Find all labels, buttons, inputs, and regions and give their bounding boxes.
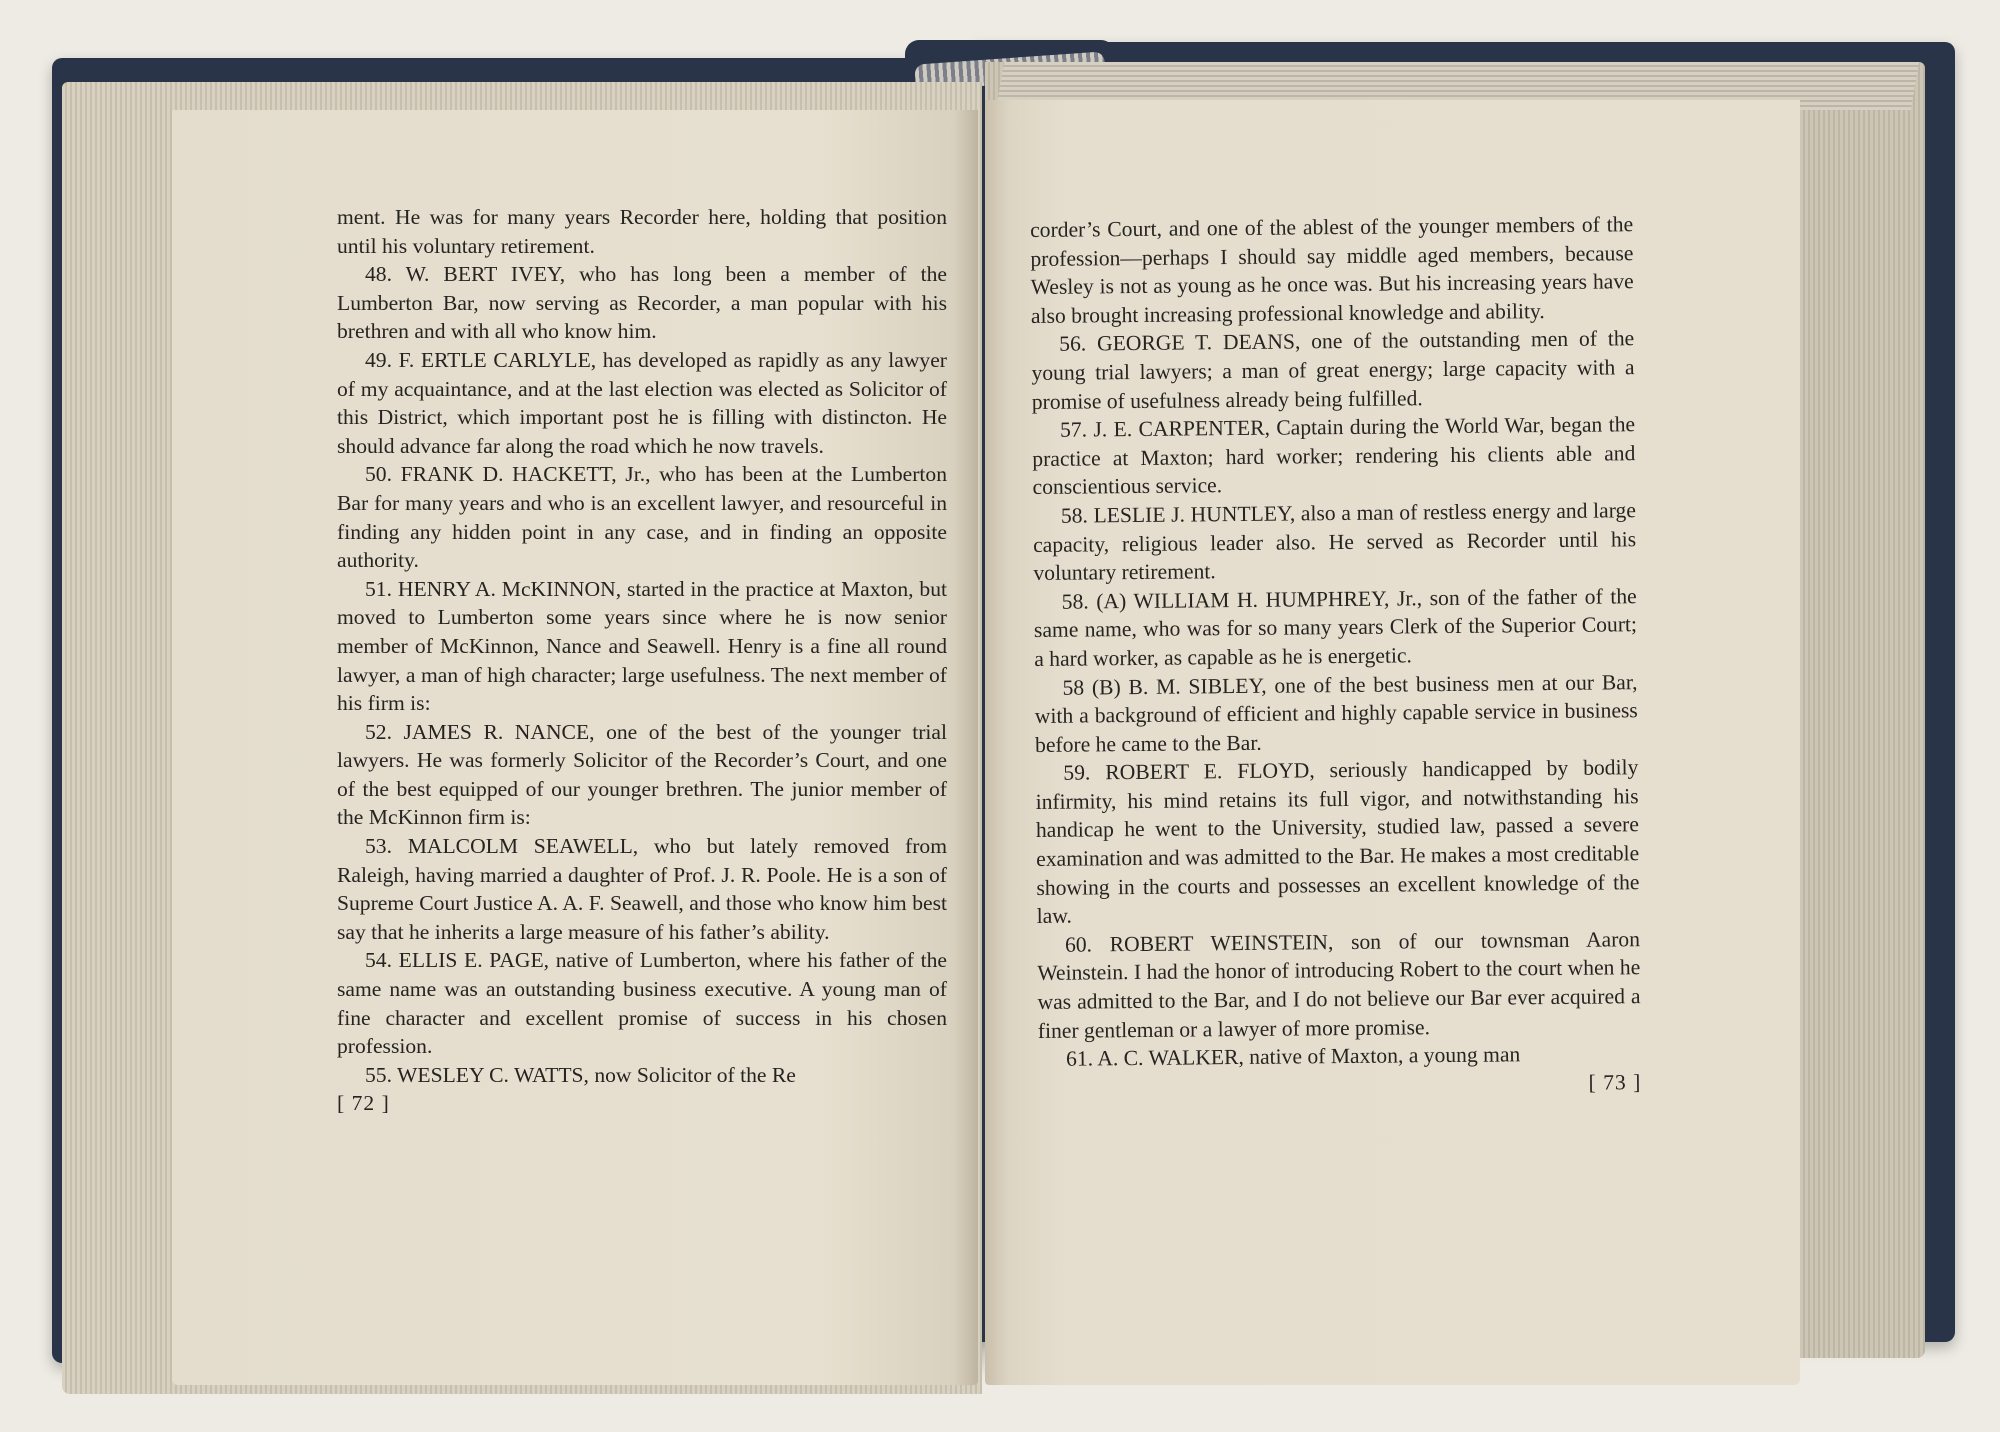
paragraph: 52. JAMES R. NANCE, one of the best of the younger trial lawyers. He was formerly Solicitor of the Recorder’s Court, and one of the best equipped of our younger brethren. The junior member of the McKinnon firm is: <box>337 719 947 830</box>
paragraph: 58. (A) WILLIAM H. HUMPHREY, Jr., son of the father of the same name, who was for so many years Clerk of the Superior Court; a hard worker, as capable as he is energetic. <box>1033 583 1638 671</box>
paragraph: 50. FRANK D. HACKETT, Jr., who has been at the Lumberton Bar for many years and who is an excellent lawyer, and resourceful in finding any hidden point in any case, and in finding an opposite authority. <box>337 462 947 573</box>
paragraph: 51. HENRY A. McKINNON, started in the practice at Maxton, but moved to Lumberton some years since where he is now senior member of McKinnon, Nance and Seawell. Henry is a fine all round lawyer, a man of high character; large usefulness. The next member of his firm is: <box>337 576 947 716</box>
paragraph: 48. W. BERT IVEY, who has long been a member of the Lumberton Bar, now serving as Recorder, a man popular with his brethren and with all who know him. <box>337 262 947 344</box>
paragraph: 55. WESLEY C. WATTS, now Solicitor of the Re <box>365 1062 796 1087</box>
paragraph: 60. ROBERT WEINSTEIN, son of our townsman Aaron Weinstein. I had the honor of introducing Robert to the court when he was admitted to the Bar, and I do not believe our Bar ever acquired a finer gentleman or a lawyer of more promise. <box>1037 927 1641 1043</box>
paragraph: 56. GEORGE T. DEANS, one of the outstanding men of the young trial lawyers; a man of great energy; large capacity with a promise of usefulness already being fulfilled. <box>1031 326 1635 414</box>
paragraph: 49. F. ERTLE CARLYLE, has developed as rapidly as any lawyer of my acquaintance, and at the last election was elected as Solicitor of this District, which important post he is filling with distincton. He should advance far along the road which he now travels. <box>337 347 947 458</box>
right-page-text <box>1030 210 1641 1102</box>
left-page-text <box>337 203 947 1118</box>
paragraph: 58 (B) B. M. SIBLEY, one of the best business men at our Bar, with a background of efficient and highly capable service in business before he came to the Bar. <box>1034 669 1638 757</box>
paragraph: 59. ROBERT E. FLOYD, seriously handicapped by bodily infirmity, his mind retains its full vigor, and notwithstanding his handicap he went to the University, studied law, passed a severe examination and was admitted to the Bar. He makes a most creditable showing in the courts and possesses an excellent knowledge of the law. <box>1035 755 1640 929</box>
paragraph: 53. MALCOLM SEAWELL, who but lately removed from Raleigh, having married a daughter of Prof. J. R. Poole. He is a son of Supreme Court Justice A. A. F. Seawell, and those who know him best say that he inherits a large measure of his father’s ability. <box>337 834 947 944</box>
paragraph: 58. LESLIE J. HUNTLEY, also a man of restless energy and large capacity, religious leader also. He served as Recorder until his voluntary retirement. <box>1033 498 1637 586</box>
paragraph: corder’s Court, and one of the ablest of the younger members of the profession—perhaps I should say middle aged members, because Wesley is not as young as he once was. But his increasing years have also brought increasing professional knowledge and ability. <box>1030 212 1634 328</box>
paragraph: 54. ELLIS E. PAGE, native of Lumberton, where his father of the same name was an outstanding business executive. A young man of fine character and excellent promise of success in his chosen profession. <box>337 948 947 1059</box>
page-number: [ 72 ] <box>337 1091 390 1116</box>
paragraph: ment. He was for many years Recorder here, holding that position until his voluntary retirement. <box>337 205 947 258</box>
page-number: [ 73 ] <box>1588 1069 1642 1095</box>
paragraph: 57. J. E. CARPENTER, Captain during the World War, began the practice at Maxton; hard worker; rendering his clients able and conscientious service. <box>1032 412 1636 500</box>
paragraph: 61. A. C. WALKER, native of Maxton, a young man <box>1065 1042 1521 1071</box>
